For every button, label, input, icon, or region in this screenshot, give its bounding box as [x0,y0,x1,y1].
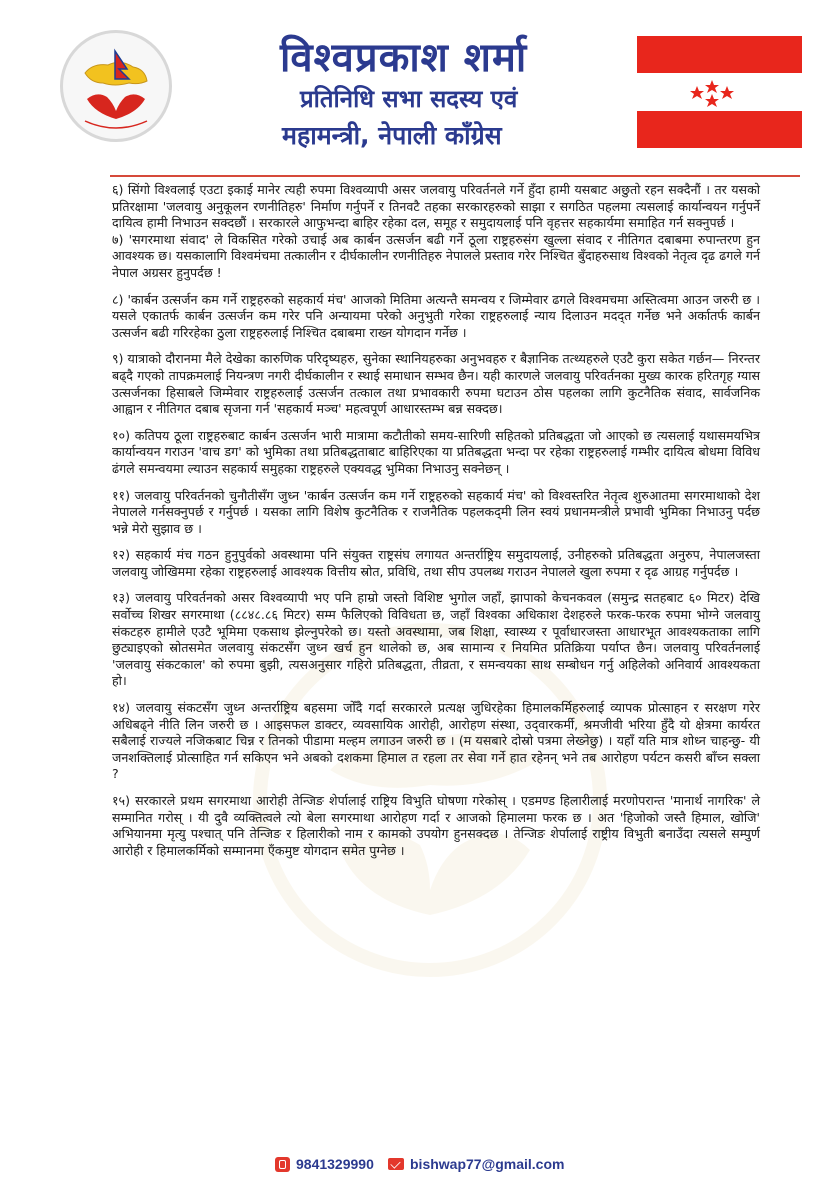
paragraph: १२) सहकार्य मंच गठन हुनुपुर्वको अवस्थामा पनि संयुक्त राष्ट्रसंघ लगायत अन्तर्राष्ट्रिय समुदायलाई, उनीहरुको प्रतिबद्धता अनुरुप, नेपालजस्ता जलवायु जोखिममा रहेका राष्ट्रहरुलाई आवश्यक वित्तीय स्रोत, प्रविधि, तथा सीप उपलब्ध गराउन नेपालले खुला रुपमा र दृढ आग्रह गर्नुपर्दछ । [112,547,760,579]
header-divider [110,175,800,177]
phone-number: 9841329990 [296,1156,374,1172]
letter-body [112,182,760,869]
paragraph: ९) यात्राको दौरानमा मैले देखेका कारुणिक परिदृष्यहरु, सुनेका स्थानियहरुका अनुभवहरु र बैज्ञानिक तत्थ्यहरुले एउटै कुरा सकेत गर्छन— निरन्तर बढ्दै गएको तापक्रमलाई नियन्त्रण नगरी दीर्घकालीन र स्थाई समाधान सम्भव छैन। यही कारणले जलवायु परिवर्तनका मुख्य कारक हरितगृह ग्यास उत्सर्जनका हिसाबले जिम्मेवार राष्ट्रहरुलाई उत्सर्जन तत्काल तथा प्रभावकारी रुपमा घटाउन ठोस पहलका लागि कुटनैतिक संवाद, सार्वजनिक आह्वान र नीतिगत दबाब सृजना गर्न 'सहकार्य मञ्च' महत्वपूर्ण आधारस्तम्भ बन्न सक्दछ। [112,351,760,417]
email-address: bishwap77@gmail.com [410,1156,565,1172]
contact-footer [0,1150,839,1180]
party-flag-icon [637,36,802,148]
paragraph: ८) 'कार्बन उत्सर्जन कम गर्ने राष्ट्रहरुको सहकार्य मंच' आजको मितिमा अत्यन्तै समन्वय र जिम्मेवार ढगले विश्वमचमा अस्तित्वमा आउन जरुरी छ । यसले एकातर्फ कार्बन उत्सर्जन कम गरेर पनि अन्यायमा परेको अनुभुती गरेका राष्ट्रहरुलाई न्याय दिलाउन मदद्त गर्नेछ भने अर्कातर्फ कार्बन उत्सर्जन बढी गरिरहेका ठुला राष्ट्रहरुलाई निश्चित दबाबमा राख्न योगदान गर्नेछ । [112,291,760,340]
paragraph: १४) जलवायु संकटसँग जुध्न अन्तर्राष्ट्रिय बहसमा जोँदै गर्दा सरकारले प्रत्यक्ष जुधिरहेका हिमालकर्मिहरुलाई व्यापक प्रोत्साहन र सरक्षण गरेर अधिबढ्ने नीति लिन जरुरी छ । आइसफल डाक्टर, व्यवसायिक आरोही, आरोहण संस्था, उद्‌वारकर्मी, श्रमजीवी भरिया हुँदै यो क्षेत्रमा कार्यरत सबैलाई राज्यले नजिकबाट चिन्न र तिनको पीडामा मल्हम लगाउन जरुरी छ । (म यसबारे दोस्रो पत्रमा लेख्नेछु) । यहाँ यति मात्र शोध्न चाहन्छु- यी जनशक्तिलाई प्रोत्साहित गर्न सकिएन भने अबको दशकमा हिमाल त रहला तर सेवा गर्ने हात रहेनन् भने तब आरोहण पर्यटन कसरी बाँच्न सक्ला ? [112,700,760,782]
paragraph: ११) जलवायु परिवर्तनको चुनौतीसँग जुध्न 'कार्बन उत्सर्जन कम गर्ने राष्ट्रहरुको सहकार्य मंच' को विश्वस्तरित नेतृत्व शुरुआतमा सगरमाथाको देश नेपालले गर्नसक्नुपर्छ र गर्नुपर्छ । यसका लागि विशेष कुटनैतिक र राजनैतिक पहलकद्‌मी लिन स्वयं प्रधानमन्त्रीले प्रभावी भुमिका निभाउनु पर्दछ भन्ने मेरो सुझाव छ । [112,487,760,536]
paragraph: ७) 'सगरमाथा संवाद' ले विकसित गरेको उचाई अब कार्बन उत्सर्जन बढी गर्ने ठूला राष्ट्रहरुसंग खुल्ला संवाद र नीतिगत दबाबमा रुपान्तरण हुन आवश्यक छ। यसकालागि विश्वमंचमा तत्कालीन र दीर्घकालीन रणनीतिहरु नेपालले प्रस्ताव गरेर निश्चित बुँदाहरुसाथ विश्वको नेतृत्व दृढ ढगले गर्न नेपाल अग्रसर हुनुपर्दछ ! [112,231,760,280]
author-role-line1: प्रतिनिधि सभा सदस्य एवं [300,85,518,113]
paragraph: १३) जलवायु परिवर्तनको असर विश्वव्यापी भए पनि हाम्रो जस्तो विशिष्ट भुगोल जहाँ, झापाको केचनकवल (समुन्द्र सतहबाट ६० मिटर) देखि सर्वोच्च शिखर सगरमाथा (८८४८.८६ मिटर) सम्म फैलिएको विविधता छ, जहाँ विश्वका अधिकाश देशहरुले फरक-फरक रुपमा भोग्ने जलवायु संकटहरु हामीले एउटै भूमिमा एकसाथ झेल्नुपरेको छ। यस्तो अवस्थामा, जब शिक्षा, स्वास्थ्य र पूर्वाधारजस्ता आधारभूत आवश्यकताका लागि छुट्याइएको स्रोतसमेत जलवायु संकटसँग जुध्न खर्च हुन थालेको छ, अब सामान्य र नियमित प्रतिक्रिया पर्याप्त छैन। जलवायु परिवर्तनलाई 'जलवायु संकटकाल' को रुपमा बुझी, त्यसअनुसार गहिरो प्रतिबद्धता, तीव्रता, र समन्वयका साथ सम्बोधन गर्नु अहिलेको अनिवार्य आवश्यकता हो। [112,590,760,689]
paragraph: ६) सिंगो विश्वलाई एउटा इकाई मानेर त्यही रुपमा विश्वव्यापी असर जलवायु परिवर्तनले गर्ने हुँदा हामी यसबाट अछुतो रहन सक्दैनौं । तर यसको प्रतिरक्षामा 'जलवायु अनुकूलन रणनीतिहरु' निर्माण गर्नुपर्ने र तिनवटै तहका सरकारहरुको साझा र सगठित पहलमा त्यसलाई कार्यान्वयन गर्नुपर्ने दायित्व हामी निभाउन सक्दछौं । सरकारले आफुभन्दा बाहिर रहेका दल, समूह र समुदायलाई पनि वृहत्तर सहकार्यमा समाहित गर्न सक्नुपर्छ । [112,182,760,231]
nepal-map-logo-icon [60,30,172,142]
paragraph: १५) सरकारले प्रथम सगरमाथा आरोही तेन्जिङ शेर्पालाई राष्ट्रिय विभुति घोषणा गरेकोस् । एडमण्ड हिलारीलाई मरणोपरान्त 'मानार्थ नागरिक' ले सम्मानित गरोस् । यी दुवै व्यक्तित्वले त्यो बेला सगरमाथा आरोहण गर्दा र आजको हिमालमा फरक छ । अत 'हिजोको जस्तै हिमाल, खोजि' अभियानमा मृत्यु पश्चात् पनि तेन्जिङ र हिलारीको नाम र कामको उपयोग हुनसक्दछ । तेन्जिङ शेर्पालाई राष्ट्रीय विभुती बनाउँदा त्यसले सम्पुर्ण आरोही र हिमालकर्मिको सम्मानमा एँकमुष्ट योगदान समेत पुग्नेछ । [112,793,760,858]
mail-icon [388,1158,404,1170]
author-name: विश्वप्रकाश शर्मा [280,35,528,81]
author-role-line2: महामन्त्री, नेपाली काँग्रेस [282,121,502,150]
letterhead-header [0,0,839,175]
paragraph: १०) कतिपय ठूला राष्ट्रहरुबाट कार्बन उत्सर्जन भारी मात्रामा कटौतीको समय-सारिणी सहितको प्रतिबद्धता जो आएको छ त्यसलाई यथासमयभित्र कार्यान्वयन गराउन 'वाच डग' को भुमिका तथा प्रतिबद्धताबाट बाहिरिएका या प्रतिबद्धता भन्दा पर रहेका राष्ट्रहरुलाई गम्भीर दायित्व बोधमा विविध ढंगले समन्वयमा ल्याउन सहकार्य समुहका राष्ट्रहरुले एक्यवद्ध भुमिका निभाउनु सक्नेछन् । [112,427,760,476]
phone-icon [275,1157,290,1172]
